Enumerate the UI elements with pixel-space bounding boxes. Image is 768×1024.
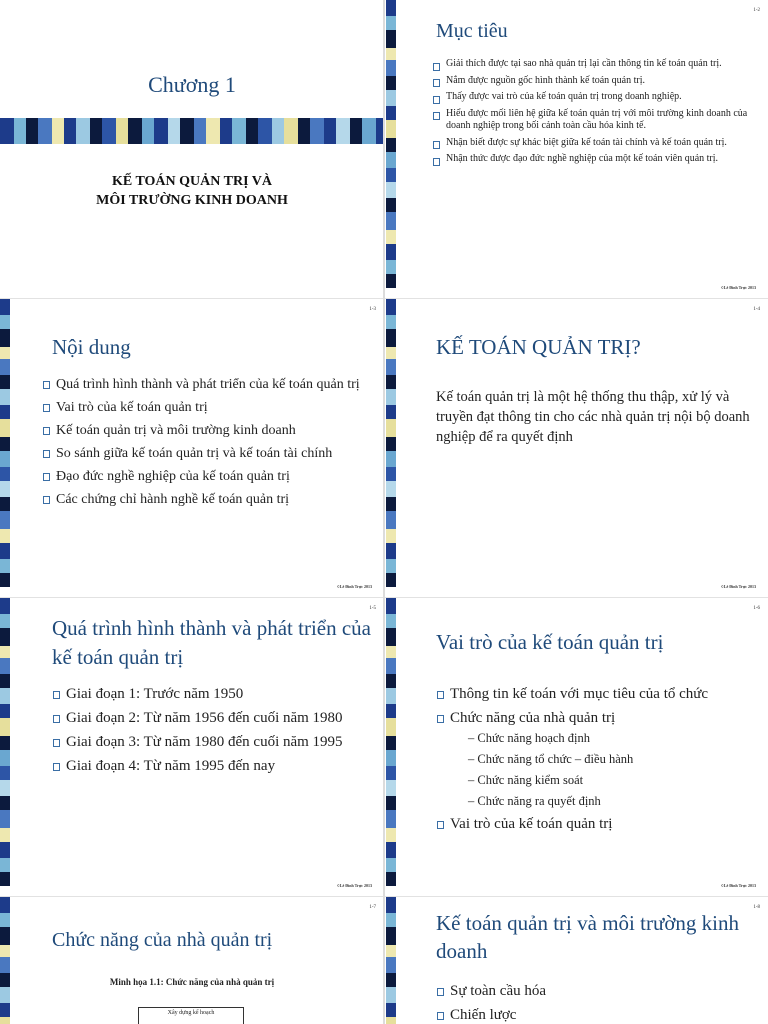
- decorative-strip: [0, 897, 10, 1024]
- list-item: Sự toàn cầu hóa: [436, 981, 751, 1001]
- list-item: So sánh giữa kế toán quản trị và kế toán tài chính: [42, 444, 362, 463]
- slide-contents: [0, 299, 384, 597]
- slide-role: [384, 598, 768, 896]
- list-item: Nhận biết được sự khác biệt giữa kế toán tài chính và kế toán quản trị.: [432, 137, 752, 150]
- slide-number: 1-7: [369, 905, 376, 910]
- slide-number: 1-2: [753, 8, 760, 13]
- list-item: Nắm được nguồn gốc hình thành kế toán quản trị.: [432, 75, 752, 88]
- slide-number: 1-4: [753, 307, 760, 312]
- functions-sublist: [450, 728, 751, 812]
- slide-footer: ©Lê Đình Trực 2013: [336, 584, 372, 589]
- definition-text: Kế toán quản trị là một hệ thống thu thập, xử lý và truyền đạt thông tin cho các nhà quản trị nội bộ doanh nghiệp để ra quyết định: [436, 389, 750, 445]
- slide-footer: ©Lê Đình Trực 2013: [336, 883, 372, 888]
- diagram-box: Xây dựng kế hoạch: [138, 1007, 244, 1024]
- list-item: Chiến lược: [436, 1005, 751, 1024]
- cover-subtitle: [0, 172, 384, 210]
- sublist-item: – Chức năng tổ chức – điều hành: [468, 752, 634, 766]
- sublist-item: – Chức năng kiểm soát: [468, 773, 584, 787]
- slide-history: [0, 598, 384, 896]
- decorative-strip: [386, 897, 396, 1024]
- list-item: Quá trình hình thành và phát triển của kế toán quản trị: [42, 375, 362, 394]
- list-item: Giai đoạn 3: Từ năm 1980 đến cuối năm 1995: [52, 732, 367, 752]
- list-item: Thấy được vai trò của kế toán quản trị trong doanh nghiệp.: [432, 91, 752, 104]
- list-item: Giải thích được tại sao nhà quản trị lại cần thông tin kế toán quản trị.: [432, 58, 752, 71]
- slide-title: Kế toán quản trị và môi trường kinh doanh: [436, 911, 740, 963]
- list-item: Vai trò của kế toán quản trị: [42, 398, 362, 417]
- slide-number: 1-6: [753, 606, 760, 611]
- slide-business-environment: [384, 897, 768, 1024]
- slide-number: 1-5: [369, 606, 376, 611]
- slide-footer: ©Lê Đình Trực 2013: [720, 883, 756, 888]
- sublist-item: – Chức năng hoạch định: [468, 731, 591, 745]
- decorative-band: [0, 118, 384, 144]
- cover-subtitle-line2: MÔI TRƯỜNG KINH DOANH: [96, 193, 288, 208]
- decorative-strip: [0, 299, 10, 597]
- slide-title: Mục tiêu: [436, 20, 508, 42]
- decorative-strip: [386, 598, 396, 896]
- slide-number: 1-3: [369, 307, 376, 312]
- environment-list: [436, 981, 751, 1024]
- slide-title: KẾ TOÁN QUẢN TRỊ?: [436, 335, 641, 359]
- list-item-label: Chức năng của nhà quản trị: [450, 710, 616, 726]
- list-item: Hiểu được mối liên hệ giữa kế toán quản trị với môi trường kinh doanh của doanh nghiệp trong bối cảnh toàn cầu hóa kinh tế.: [432, 108, 752, 133]
- slide-title: Vai trò của kế toán quản trị: [436, 630, 664, 654]
- slide-definition: [384, 299, 768, 597]
- slide-footer: ©Lê Đình Trực 2013: [720, 285, 756, 290]
- list-item: Thông tin kế toán với mục tiêu của tổ chức: [436, 684, 751, 704]
- objectives-list: [432, 58, 752, 166]
- slide-cover: [0, 0, 384, 298]
- slide-title: Quá trình hình thành và phát triển của kế toán quản trị: [52, 616, 371, 669]
- cover-subtitle-line1: KẾ TOÁN QUẢN TRỊ VÀ: [111, 174, 272, 189]
- slide-manager-functions: [0, 897, 384, 1024]
- list-item: Nhận thức được đạo đức nghề nghiệp của một kế toán viên quản trị.: [432, 153, 752, 166]
- slide-title: Nội dung: [52, 335, 131, 359]
- sublist-item: – Chức năng ra quyết định: [468, 794, 601, 808]
- decorative-strip: [386, 0, 396, 298]
- slide-title: Chức năng của nhà quản trị: [52, 929, 273, 951]
- history-list: [52, 684, 367, 776]
- list-item: Giai đoạn 4: Từ năm 1995 đến nay: [52, 756, 367, 776]
- decorative-strip: [386, 299, 396, 597]
- list-item: Các chứng chỉ hành nghề kế toán quản trị: [42, 490, 362, 509]
- role-list: [436, 684, 751, 834]
- column-divider: [383, 0, 385, 1024]
- list-item: Kế toán quản trị và môi trường kinh doanh: [42, 421, 362, 440]
- contents-list: [42, 375, 362, 509]
- list-item: [436, 708, 751, 812]
- figure-caption: Minh họa 1.1: Chức năng của nhà quản trị: [109, 977, 275, 987]
- slide-footer: ©Lê Đình Trực 2013: [720, 584, 756, 589]
- chapter-title: Chương 1: [148, 72, 236, 97]
- slide-objectives: [384, 0, 768, 298]
- list-item: Giai đoạn 2: Từ năm 1956 đến cuối năm 1980: [52, 708, 367, 728]
- list-item: Đạo đức nghề nghiệp của kế toán quản trị: [42, 467, 362, 486]
- list-item: Giai đoạn 1: Trước năm 1950: [52, 684, 367, 704]
- list-item: Vai trò của kế toán quản trị: [436, 814, 751, 834]
- decorative-strip: [0, 598, 10, 896]
- slide-number: 1-8: [753, 905, 760, 910]
